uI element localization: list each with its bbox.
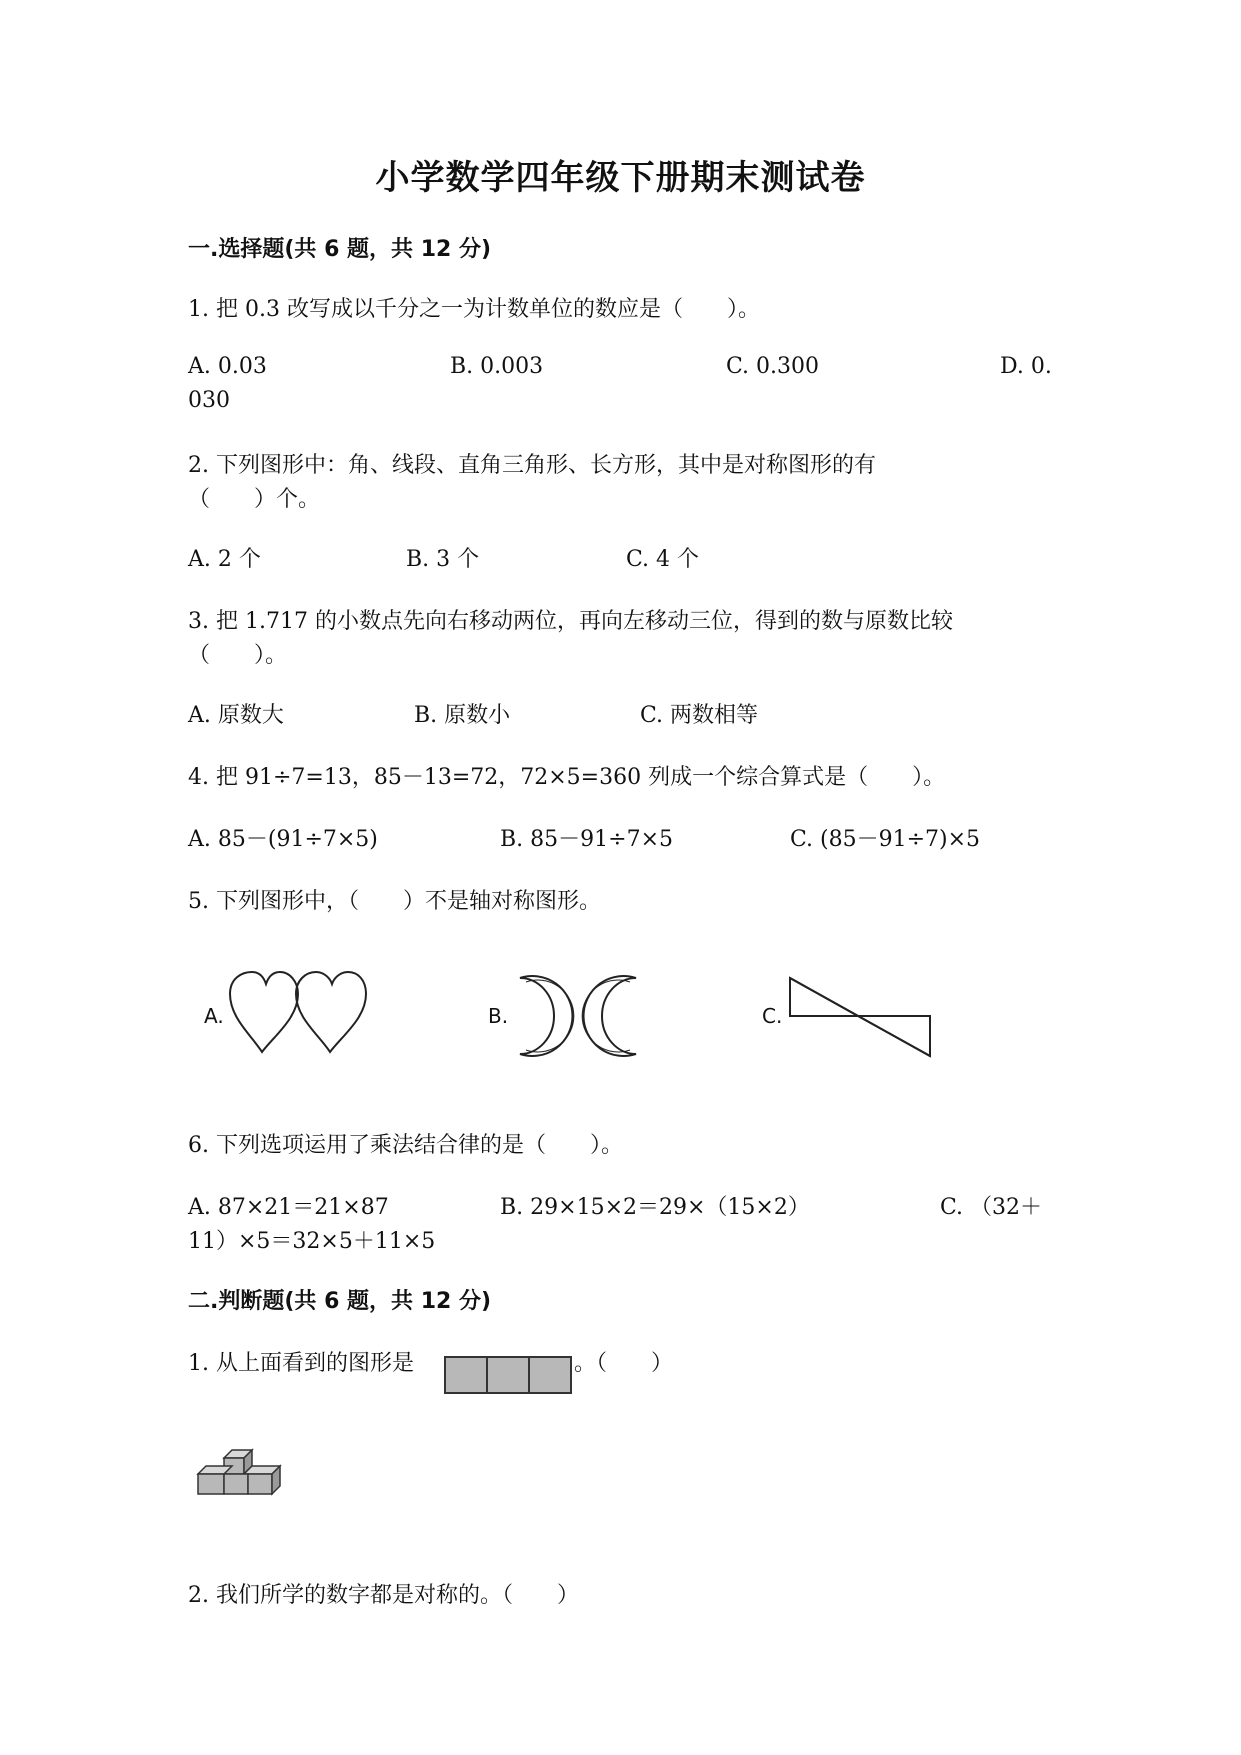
q1-option-d-cont: 030 bbox=[188, 388, 230, 413]
moon-left-inner bbox=[526, 980, 574, 1052]
section-heading-choice: 一.选择题(共 6 题，共 12 分) bbox=[188, 237, 492, 262]
two-hearts-figure bbox=[226, 970, 366, 1060]
top-view-figure bbox=[444, 1356, 572, 1396]
question-2-line1: 2. 下列图形中：角、线段、直角三角形、长方形，其中是对称图形的有 bbox=[188, 453, 876, 478]
q4-option-c: C. (85－91÷7)×5 bbox=[790, 827, 981, 852]
q1-option-d: D. 0. bbox=[1000, 354, 1052, 379]
figure-label-a: A. bbox=[204, 1004, 224, 1028]
q4-option-a: A. 85－(91÷7×5) bbox=[188, 827, 378, 852]
moon-right bbox=[584, 976, 636, 1056]
question-2-line2: （ ）个。 bbox=[188, 487, 321, 512]
q1-option-c: C. 0.300 bbox=[726, 354, 820, 379]
question-3-line1: 3. 把 1.717 的小数点先向右移动两位，再向左移动三位，得到的数与原数比较 bbox=[188, 609, 953, 634]
question-4: 4. 把 91÷7=13，85－13=72，72×5=360 列成一个综合算式是（ ）。 bbox=[188, 765, 946, 790]
figure-label-c: C. bbox=[762, 1004, 783, 1028]
question-3-line2: （ ）。 bbox=[188, 643, 288, 668]
q6-option-b: B. 29×15×2＝29×（15×2） bbox=[500, 1195, 810, 1220]
q6-option-c-cont: 11）×5＝32×5＋11×5 bbox=[188, 1229, 436, 1254]
q2-option-b: B. 3 个 bbox=[406, 547, 480, 572]
q3-option-c: C. 两数相等 bbox=[640, 703, 759, 728]
question-1: 1. 把 0.3 改写成以千分之一为计数单位的数应是（ ）。 bbox=[188, 297, 760, 322]
q6-option-c: C. （32＋ bbox=[940, 1195, 1043, 1220]
cube-stack-figure bbox=[196, 1440, 292, 1500]
q6-option-a: A. 87×21＝21×87 bbox=[188, 1195, 389, 1220]
triangles-figure bbox=[788, 976, 934, 1058]
heart-left bbox=[230, 972, 298, 1052]
moon-left bbox=[520, 976, 572, 1056]
q1-option-b: B. 0.003 bbox=[450, 354, 544, 379]
q1-option-a: A. 0.03 bbox=[188, 354, 267, 379]
q2-option-a: A. 2 个 bbox=[188, 547, 261, 572]
q2-option-c: C. 4 个 bbox=[626, 547, 700, 572]
question-6: 6. 下列选项运用了乘法结合律的是（ ）。 bbox=[188, 1133, 623, 1158]
figure-label-b: B. bbox=[488, 1004, 509, 1028]
judgement-1-text: 1. 从上面看到的图形是 bbox=[188, 1351, 414, 1376]
page-title: 小学数学四年级下册期末测试卷 bbox=[375, 158, 866, 198]
two-moons-figure bbox=[512, 974, 644, 1058]
q3-option-a: A. 原数大 bbox=[188, 703, 284, 728]
q3-option-b: B. 原数小 bbox=[414, 703, 511, 728]
q4-option-b: B. 85－91÷7×5 bbox=[500, 827, 674, 852]
question-5: 5. 下列图形中，（ ）不是轴对称图形。 bbox=[188, 889, 601, 914]
moon-right-inner bbox=[582, 980, 630, 1052]
section-heading-judgement: 二.判断题(共 6 题，共 12 分) bbox=[188, 1289, 492, 1314]
judgement-1-blank: 。（ ） bbox=[574, 1351, 674, 1376]
judgement-2: 2. 我们所学的数字都是对称的。（ ） bbox=[188, 1583, 579, 1608]
heart-right bbox=[296, 972, 366, 1052]
